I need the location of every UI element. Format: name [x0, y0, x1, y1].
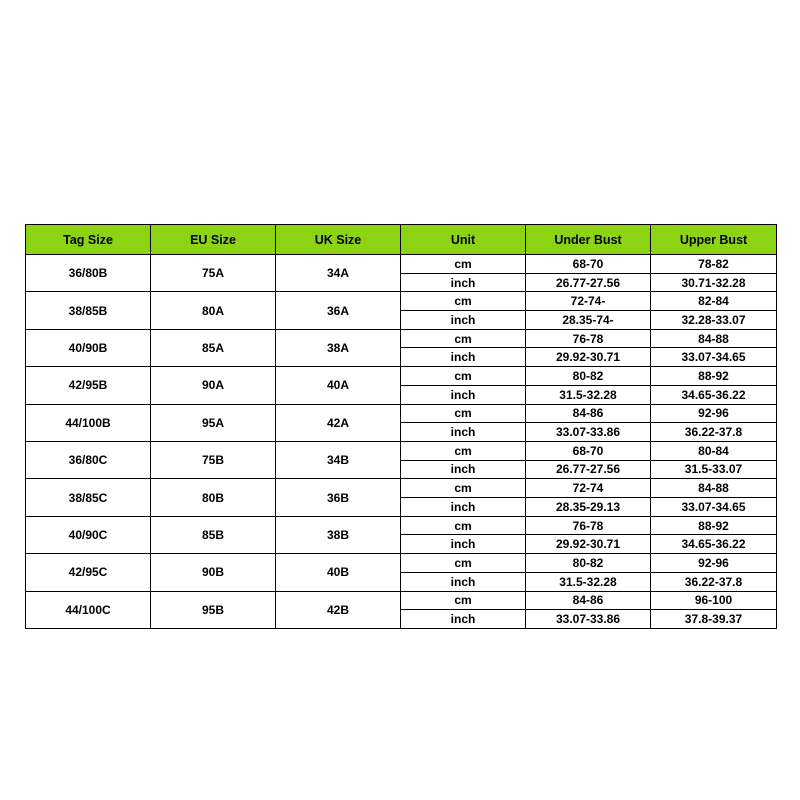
header-unit: Unit: [401, 225, 526, 255]
tag-size-cell: 44/100B: [26, 404, 151, 441]
uk-size-cell: 38A: [276, 329, 401, 366]
tag-size-cell: 42/95C: [26, 554, 151, 591]
eu-size-cell: 90A: [151, 367, 276, 404]
table-row: [26, 255, 777, 274]
under-bust-cell: 80-82: [526, 367, 651, 386]
uk-size-cell: 34A: [276, 255, 401, 292]
unit-cell: inch: [401, 610, 526, 629]
under-bust-cell: 84-86: [526, 404, 651, 423]
upper-bust-cell: 78-82: [651, 255, 777, 274]
under-bust-cell: 84-86: [526, 591, 651, 610]
header-eu-size: EU Size: [151, 225, 276, 255]
size-chart-table: [25, 224, 777, 629]
unit-cell: inch: [401, 348, 526, 367]
tag-size-cell: 36/80B: [26, 255, 151, 292]
upper-bust-cell: 96-100: [651, 591, 777, 610]
under-bust-cell: 33.07-33.86: [526, 610, 651, 629]
eu-size-cell: 75A: [151, 255, 276, 292]
unit-cell: cm: [401, 591, 526, 610]
tag-size-cell: 42/95B: [26, 367, 151, 404]
header-upper-bust: Upper Bust: [651, 225, 777, 255]
upper-bust-cell: 36.22-37.8: [651, 423, 777, 442]
eu-size-cell: 85A: [151, 329, 276, 366]
unit-cell: cm: [401, 479, 526, 498]
upper-bust-cell: 34.65-36.22: [651, 385, 777, 404]
uk-size-cell: 36B: [276, 479, 401, 516]
table-row: [26, 441, 777, 460]
unit-cell: inch: [401, 498, 526, 517]
unit-cell: cm: [401, 441, 526, 460]
eu-size-cell: 95A: [151, 404, 276, 441]
unit-cell: inch: [401, 273, 526, 292]
uk-size-cell: 42A: [276, 404, 401, 441]
under-bust-cell: 76-78: [526, 329, 651, 348]
under-bust-cell: 72-74-: [526, 292, 651, 311]
eu-size-cell: 80B: [151, 479, 276, 516]
under-bust-cell: 72-74: [526, 479, 651, 498]
upper-bust-cell: 84-88: [651, 479, 777, 498]
unit-cell: inch: [401, 535, 526, 554]
eu-size-cell: 75B: [151, 441, 276, 478]
tag-size-cell: 44/100C: [26, 591, 151, 628]
uk-size-cell: 40B: [276, 554, 401, 591]
table-body: [26, 255, 777, 629]
upper-bust-cell: 34.65-36.22: [651, 535, 777, 554]
under-bust-cell: 26.77-27.56: [526, 273, 651, 292]
eu-size-cell: 85B: [151, 516, 276, 553]
unit-cell: inch: [401, 460, 526, 479]
unit-cell: inch: [401, 385, 526, 404]
unit-cell: cm: [401, 292, 526, 311]
upper-bust-cell: 88-92: [651, 367, 777, 386]
header-row: [26, 225, 777, 255]
uk-size-cell: 38B: [276, 516, 401, 553]
under-bust-cell: 29.92-30.71: [526, 535, 651, 554]
uk-size-cell: 40A: [276, 367, 401, 404]
tag-size-cell: 38/85B: [26, 292, 151, 329]
table-row: [26, 292, 777, 311]
uk-size-cell: 34B: [276, 441, 401, 478]
under-bust-cell: 31.5-32.28: [526, 572, 651, 591]
upper-bust-cell: 33.07-34.65: [651, 348, 777, 367]
under-bust-cell: 28.35-74-: [526, 311, 651, 330]
tag-size-cell: 36/80C: [26, 441, 151, 478]
under-bust-cell: 33.07-33.86: [526, 423, 651, 442]
table-row: [26, 554, 777, 573]
under-bust-cell: 68-70: [526, 441, 651, 460]
upper-bust-cell: 31.5-33.07: [651, 460, 777, 479]
unit-cell: inch: [401, 423, 526, 442]
under-bust-cell: 28.35-29.13: [526, 498, 651, 517]
unit-cell: cm: [401, 404, 526, 423]
eu-size-cell: 95B: [151, 591, 276, 628]
upper-bust-cell: 80-84: [651, 441, 777, 460]
header-tag-size: Tag Size: [26, 225, 151, 255]
tag-size-cell: 40/90C: [26, 516, 151, 553]
table-header: [26, 225, 777, 255]
unit-cell: inch: [401, 311, 526, 330]
table-row: [26, 479, 777, 498]
upper-bust-cell: 84-88: [651, 329, 777, 348]
tag-size-cell: 40/90B: [26, 329, 151, 366]
upper-bust-cell: 37.8-39.37: [651, 610, 777, 629]
upper-bust-cell: 82-84: [651, 292, 777, 311]
table-row: [26, 404, 777, 423]
upper-bust-cell: 36.22-37.8: [651, 572, 777, 591]
under-bust-cell: 26.77-27.56: [526, 460, 651, 479]
uk-size-cell: 42B: [276, 591, 401, 628]
under-bust-cell: 31.5-32.28: [526, 385, 651, 404]
uk-size-cell: 36A: [276, 292, 401, 329]
table-row: [26, 516, 777, 535]
under-bust-cell: 68-70: [526, 255, 651, 274]
table-row: [26, 591, 777, 610]
table-row: [26, 329, 777, 348]
unit-cell: cm: [401, 255, 526, 274]
eu-size-cell: 80A: [151, 292, 276, 329]
upper-bust-cell: 88-92: [651, 516, 777, 535]
under-bust-cell: 76-78: [526, 516, 651, 535]
upper-bust-cell: 30.71-32.28: [651, 273, 777, 292]
upper-bust-cell: 32.28-33.07: [651, 311, 777, 330]
eu-size-cell: 90B: [151, 554, 276, 591]
unit-cell: cm: [401, 554, 526, 573]
upper-bust-cell: 92-96: [651, 404, 777, 423]
unit-cell: inch: [401, 572, 526, 591]
unit-cell: cm: [401, 516, 526, 535]
upper-bust-cell: 92-96: [651, 554, 777, 573]
upper-bust-cell: 33.07-34.65: [651, 498, 777, 517]
header-uk-size: UK Size: [276, 225, 401, 255]
unit-cell: cm: [401, 367, 526, 386]
under-bust-cell: 80-82: [526, 554, 651, 573]
under-bust-cell: 29.92-30.71: [526, 348, 651, 367]
unit-cell: cm: [401, 329, 526, 348]
header-under-bust: Under Bust: [526, 225, 651, 255]
table-row: [26, 367, 777, 386]
tag-size-cell: 38/85C: [26, 479, 151, 516]
